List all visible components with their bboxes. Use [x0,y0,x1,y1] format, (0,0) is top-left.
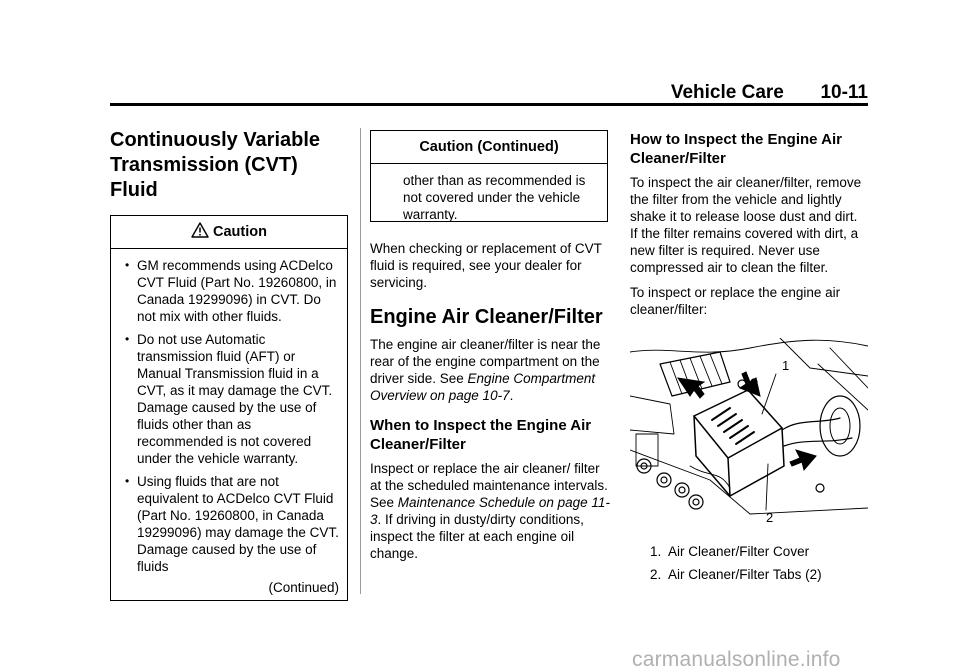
section-title-cvt [110,128,350,203]
section-title-engine-air: Engine Air Cleaner/Filter [370,306,603,328]
subheading-when-inspect: When to Inspect the Engine Air Cleaner/Filter [370,417,592,453]
caution-heading: Caution [213,224,267,240]
header-page-number: 10-11 [820,82,868,103]
caution-continued-header: Caution (Continued) [371,131,607,164]
figure-callout-1: 1 [782,358,790,373]
list-item [650,543,870,560]
column-2 [370,130,610,562]
xref-engine-compartment[interactable]: Engine Compartment Overview on page 10-7 [370,371,596,403]
continued-label: (Continued) [268,580,339,595]
header-rule [110,103,868,106]
list-text: Air Cleaner/Filter Tabs (2) [668,567,822,582]
list-number: 2. [650,567,662,582]
caution-box [110,215,348,601]
list-item: • GM recommends using ACDelco CVT Fluid (Part No. 19260800, in Canada 19299096) in CVT. Do not mix with other fluids. [115,257,339,325]
when-inspect-paragraph [370,460,610,562]
figure-callout-2: 2 [766,510,774,525]
column-1 [110,128,350,601]
running-header [671,82,868,104]
subheading-how-inspect: How to Inspect the Engine Air Cleaner/Filter [630,131,842,167]
paragraph-text: The engine air cleaner/filter is near the rear of the engine compartment on the driver side. See [370,337,601,386]
caution-list [111,249,347,575]
column-3 [630,130,868,318]
title-line-1: Continuously Variable [110,129,321,151]
list-item: • Do not use Automatic transmission fluid (AFT) or Manual Transmission fluid in a CVT, as it may damage the CVT. Damage caused by the use of fluids other than as recommended is not covered under the vehicle warranty. [115,331,339,467]
inspect-replace-intro: To inspect or replace the engine air cleaner/filter: [630,285,841,317]
column-divider [360,128,361,594]
paragraph-text: . If driving in dusty/dirty conditions, inspect the filter at each engine oil change. [370,512,584,561]
title-line-2: Transmission (CVT) Fluid [110,154,298,201]
caution-continued-text: other than as recommended is not covered under the vehicle warranty. [403,173,586,222]
caution-continued-box [370,130,608,222]
engine-air-location-paragraph [370,336,610,404]
header-section: Vehicle Care [670,82,784,103]
paragraph-text: Inspect or replace the air cleaner/ filter at the scheduled maintenance intervals. See [370,461,608,510]
air-cleaner-illustration [630,338,868,530]
figure-legend [650,543,870,583]
xref-maintenance-schedule[interactable]: Maintenance Schedule on page 11-3 [370,495,610,527]
how-inspect-paragraph: To inspect the air cleaner/filter, remove the filter from the vehicle and lightly shake it to release loose dust and dirt. If the filter remains covered with dirt, a new filter is required. Never use compressed air to clean the filter. [630,175,862,275]
cvt-service-paragraph: When checking or replacement of CVT fluid is required, see your dealer for servicing. [370,241,602,290]
paragraph-text: . [509,388,514,403]
caution-header [111,216,347,249]
warning-triangle-icon [191,222,209,238]
watermark-logo: carmanualsonline.info [632,648,841,671]
list-item [650,566,870,583]
list-text: Air Cleaner/Filter Cover [668,544,810,559]
list-item: • Using fluids that are not equivalent to ACDelco CVT Fluid (Part No. 19260800, in Canada 19299096) may damage the CVT. Damage caused by the use of fluids [115,473,339,575]
list-number: 1. [650,544,662,559]
